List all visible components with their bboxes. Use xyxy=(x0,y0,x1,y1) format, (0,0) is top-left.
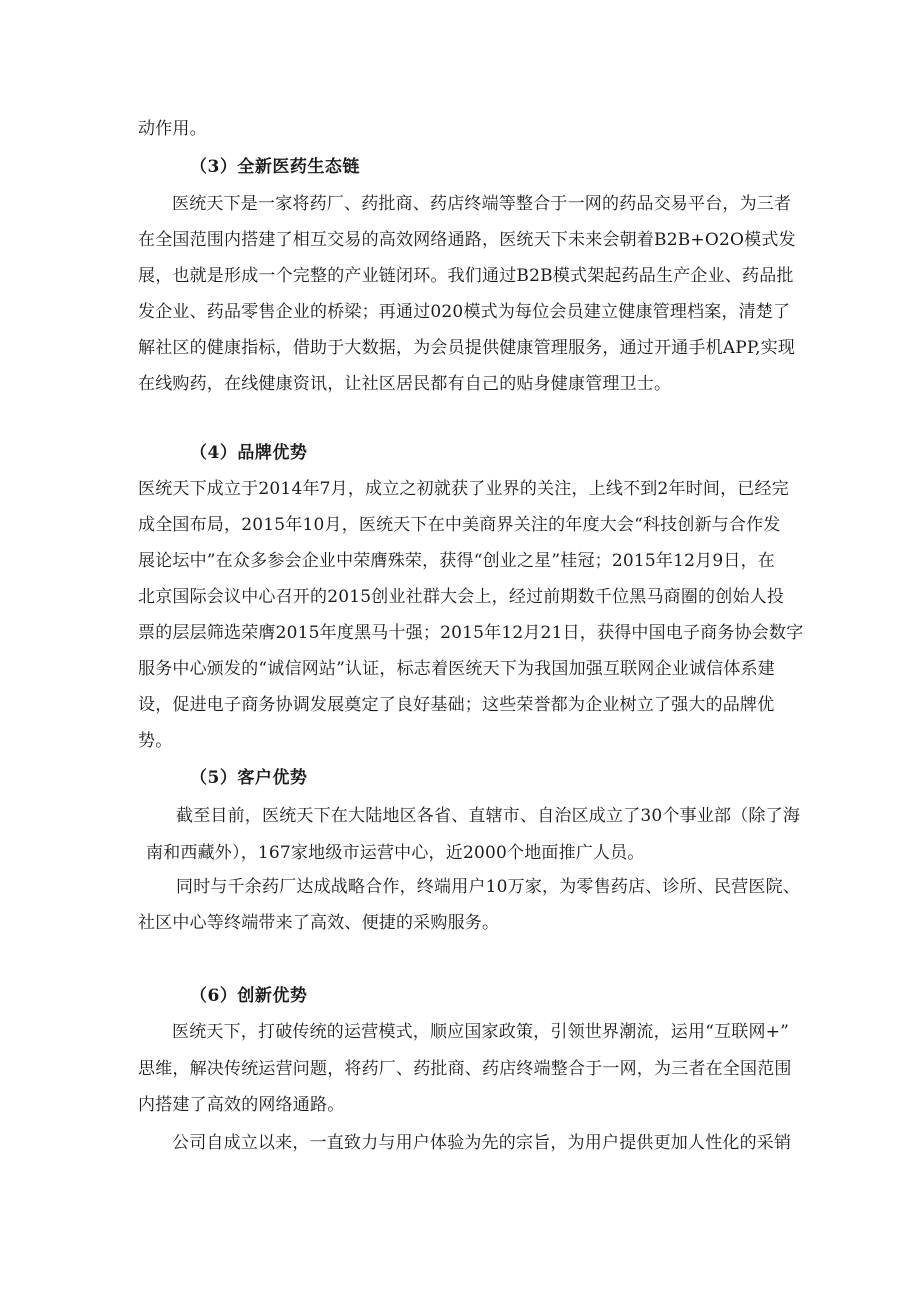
paragraph-line: 解社区的健康指标，借助于大数据，为会员提供健康管理服务，通过开通手机APP,实现 xyxy=(138,338,796,358)
section-6-heading: （6）创新优势 xyxy=(190,986,308,1006)
paragraph-line: 社区中心等终端带来了高效、便捷的采购服务。 xyxy=(138,913,500,933)
paragraph-line: 医统天下成立于2014年7月，成立之初就获了业界的关注，上线不到2年时间，已经完 xyxy=(138,479,789,499)
paragraph-line: 票的层层筛选荣膺2015年度黑马十强；2015年12月21日，获得中国电子商务协会数字 xyxy=(138,623,804,643)
section-3-heading: （3）全新医药生态链 xyxy=(190,157,360,177)
paragraph-line: 发企业、药品零售企业的桥梁；再通过020模式为每位会员建立健康管理档案，清楚了 xyxy=(138,302,791,322)
paragraph-line: 北京国际会议中心召开的2015创业社群大会上，经过前期数千位黑马商圈的创始人投 xyxy=(138,587,785,607)
paragraph-line: 思维，解决传统运营问题，将药厂、药批商、药店终端整合于一网，为三者在全国范围 xyxy=(138,1059,792,1079)
paragraph-line: 南和西藏外），167家地级市运营中心，近2000个地面推广人员。 xyxy=(146,843,645,863)
paragraph-line: 医统天下是一家将药厂、药批商、药店终端等整合于一网的药品交易平台，为三者 xyxy=(172,194,792,214)
intro-tail-line: 动作用。 xyxy=(138,119,207,139)
paragraph-line: 成全国布局，2015年10月，医统天下在中美商界关注的年度大会“科技创新与合作发 xyxy=(138,515,781,535)
paragraph-line: 公司自成立以来，一直致力与用户体验为先的宗旨，为用户提供更加人性化的采销 xyxy=(172,1133,792,1153)
paragraph-line: 服务中心颁发的“诚信网站”认证，标志着医统天下为我国加强互联网企业诚信体系建 xyxy=(138,659,775,679)
paragraph-line: 在线购药，在线健康资讯，让社区居民都有自己的贴身健康管理卫士。 xyxy=(138,374,672,394)
paragraph-line: 展论坛中”在众多参会企业中荣膺殊荣，获得“创业之星”桂冠；2015年12月9日，在 xyxy=(138,551,775,571)
section-5-heading: （5）客户优势 xyxy=(190,768,308,788)
paragraph-line: 设，促进电子商务协调发展奠定了良好基础；这些荣誉都为企业树立了强大的品牌优 xyxy=(138,695,775,715)
paragraph-line: 医统天下，打破传统的运营模式，顺应国家政策，引领世界潮流，运用“互联网+” xyxy=(172,1022,790,1042)
paragraph-line: 截至目前，医统天下在大陆地区各省、直辖市、自治区成立了30个事业部（除了海 xyxy=(176,806,801,826)
paragraph-line: 在全国范围内搭建了相互交易的高效网络通路，医统天下未来会朝着B2B+O2O模式发 xyxy=(138,230,796,250)
paragraph-line: 内搭建了高效的网络通路。 xyxy=(138,1095,345,1115)
paragraph-line: 展，也就是形成一个完整的产业链闭环。我们通过B2B模式架起药品生产企业、药品批 xyxy=(138,266,794,286)
section-4-heading: （4）品牌优势 xyxy=(190,443,308,463)
paragraph-line: 势。 xyxy=(138,731,173,751)
paragraph-line: 同时与千余药厂达成战略合作，终端用户10万家，为零售药店、诊所、民营医院、 xyxy=(176,877,801,897)
